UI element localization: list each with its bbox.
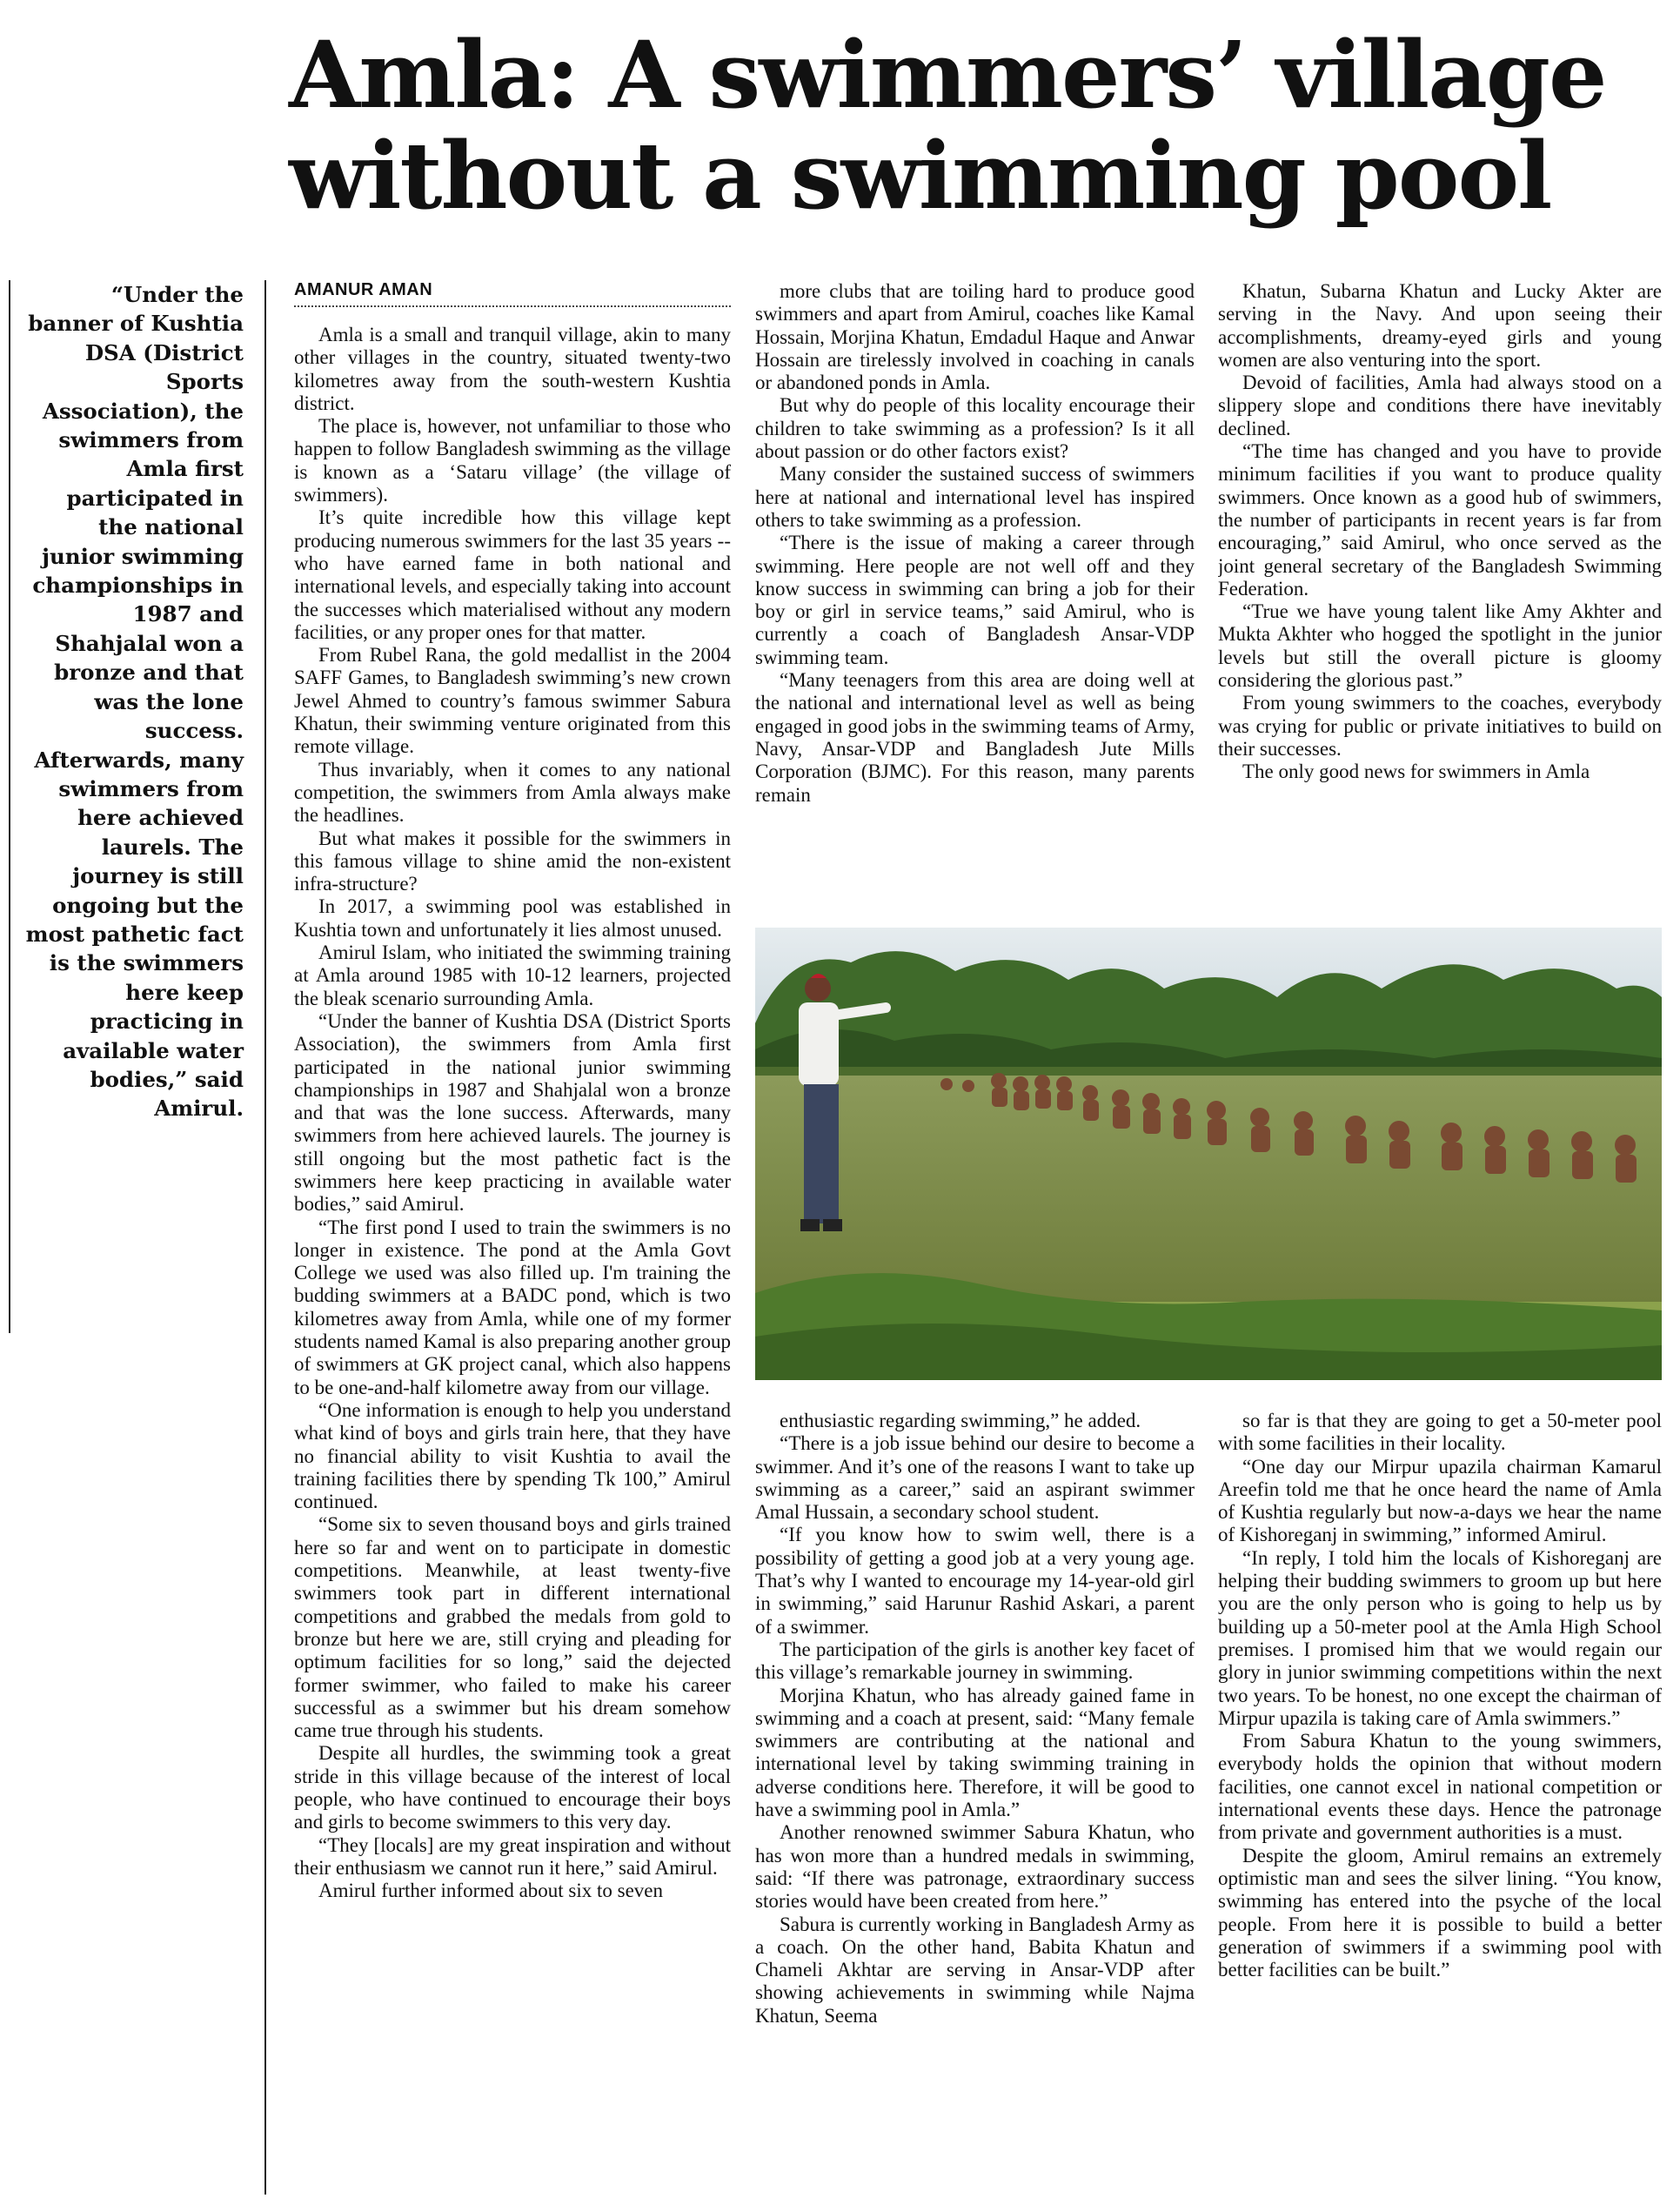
paragraph: more clubs that are toiling hard to produce good swimmers and apart from Amirul, coaches like Kamal Hossain, Morjina Khatun, Emdadul Haque and Anwar Hossain are tirelessly involved in coaching in canals or abandoned ponds in Amla. (755, 280, 1195, 394)
article-column-1 (294, 324, 731, 2203)
paragraph: Khatun, Subarna Khatun and Lucky Akter are serving in the Navy. And upon seeing their accomplishments, dreamy-eyed girls and young women are also venturing into the sport. (1218, 280, 1662, 371)
paragraph: “There is a job issue behind our desire to become a swimmer. And it’s one of the reasons I want to take up swimming as a career,” said an aspirant swimmer Amal Hussain, a secondary school student. (755, 1432, 1195, 1524)
paragraph: “Some six to seven thousand boys and girls trained here so far and went on to participate in domestic competitions. Meanwhile, at least twenty-five swimmers took part in different international competitions and grabbed the medals from gold to bronze but here we are, still crying and pleading for optimum facilities for so long,” said the dejected former swimmer, who failed to make his career successful as a swimmer but his dream somehow came true through his students. (294, 1513, 731, 1742)
paragraph: so far is that they are going to get a 50-meter pool with some facilities in their locality. (1218, 1410, 1662, 1455)
paragraph: Amirul further informed about six to seven (318, 1880, 664, 1902)
article-column-5 (1218, 1410, 1662, 2203)
paragraph: “The first pond I used to train the swimmers is no longer in existence. The pond at the Amla Govt College we used was also filled up. I'm training the budding swimmers at a BADC pond, which is two kilometres away from Amla, while one of my former students named Kamal is also preparing another group of swimmers at GK project canal, which also happens to be one-and-half kilometre away from our village. (294, 1216, 731, 1398)
paragraph: It’s quite incredible how this village kept producing numerous swimmers for the last 35 years -- who have earned fame in both national and international levels, and especially taking into account the successes which materialised without any modern facilities, or any proper ones for that matter. (294, 506, 731, 643)
pond-photo-illustration (755, 928, 1662, 1380)
paragraph: “If you know how to swim well, there is a possibility of getting a good job at a very young age. That’s why I wanted to encourage my 14-year-old girl in swimming,” said Harunur Rashid Askari, a parent of a swimmer. (755, 1524, 1195, 1638)
paragraph: “True we have young talent like Amy Akhter and Mukta Akhter who hogged the spotlight in the junior levels but still the overall picture is gloomy considering the glorious past.” (1218, 600, 1662, 692)
paragraph: Thus invariably, when it comes to any national competition, the swimmers from Amla always make the headlines. (294, 758, 731, 827)
article-column-2 (755, 280, 1195, 905)
paragraph: “One information is enough to help you understand what kind of boys and girls train here, that they have no financial ability to visit Kushtia to avail the training facilities there by spending Tk 100,” Amirul continued. (294, 1398, 731, 1513)
paragraph: “There is the issue of making a career through swimming. Here people are not well off and they know success in swimming can bring a job for their boy or girl in service teams,” said Amirul, who is currently a coach of Bangladesh Ansar-VDP swimming team. (755, 532, 1195, 668)
pull-quote: “Under the banner of Kushtia DSA (District Sports Association), the swimmers from Amla first participated in the national junior swimming championships in 1987 and Shahjalal won a bronze and that was the lone success. Afterwards, many swimmers from here achieved laurels. The journey is still ongoing but the most pathetic fact is the swimmers here keep practicing in available water bodies,” said Amirul. (25, 282, 244, 1122)
article-photo (755, 928, 1662, 1380)
article-column-4 (755, 1410, 1195, 2203)
paragraph: Many consider the sustained success of swimmers here at national and international level has inspired others to take swimming as a profession. (755, 463, 1195, 531)
paragraph: Another renowned swimmer Sabura Khatun, who has won more than a hundred medals in swimming, said: “If there was patronage, extraordinary success stories would have been created from here.” (755, 1821, 1195, 1913)
headline: Amla: A swimmers’ village without a swimming pool (289, 20, 1606, 230)
paragraph: “Under the banner of Kushtia DSA (District Sports Association), the swimmers from Amla first participated in the national junior swimming championships in 1987 and Shahjalal won a bronze and that was the lone success. Afterwards, many swimmers from here achieved laurels. The journey is still ongoing but the most pathetic fact is the swimmers here keep practicing in available water bodies,” said Amirul. (294, 1009, 731, 1216)
paragraph: Morjina Khatun, who has already gained fame in swimming and a coach at present, said: “Many female swimmers are contributing at the national and international level by taking swimming training in adverse conditions here. Therefore, it will be good to have a swimming pool in Amla.” (755, 1684, 1195, 1821)
paragraph: Amla is a small and tranquil village, akin to many other villages in the country, situated twenty-two kilometres away from the south-western Kushtia district. (294, 324, 731, 414)
paragraph: But what makes it possible for the swimmers in this famous village to shine amid the non-existent infra-structure? (294, 827, 731, 895)
paragraph: Amirul Islam, who initiated the swimming training at Amla around 1985 with 10-12 learners, projected the bleak scenario surrounding Amla. (294, 942, 731, 1009)
paragraph: “One day our Mirpur upazila chairman Kamarul Areefin told me that he once heard the name of Amla of Kushtia regularly but now-a-days we hear the name of Kishoreganj in swimming,” informed Amirul. (1218, 1455, 1662, 1546)
paragraph: From Sabura Khatun to the young swimmers, everybody holds the opinion that without modern facilities, one cannot excel in national competition or international events these days. Hence the patronage from private and government authorities is a must. (1218, 1730, 1662, 1844)
paragraph: The only good news for swimmers in Amla (1242, 761, 1590, 783)
paragraph: In 2017, a swimming pool was established in Kushtia town and unfortunately it lies almost unused. (294, 895, 731, 941)
paragraph: Despite all hurdles, the swimming took a great stride in this village because of the interest of local people, who have continued to encourage their boys and girls to become swimmers to this very day. (294, 1742, 731, 1833)
paragraph: “Many teenagers from this area are doing well at the national and international level as well as being engaged in good jobs in the swimming teams of Army, Navy, Ansar-VDP and Bangladesh Jute Mills Corporation (BJMC). For this reason, many parents remain (755, 669, 1195, 806)
paragraph: But why do people of this locality encourage their children to take swimming as a profession? Is it all about passion or do other factors exist? (755, 394, 1195, 463)
paragraph: From young swimmers to the coaches, everybody was crying for public or private initiatives to build on their successes. (1218, 692, 1662, 760)
paragraph: Devoid of facilities, Amla had always stood on a slippery slope and conditions there have inevitably declined. (1218, 372, 1662, 439)
left-rule (9, 280, 10, 1333)
paragraph: “The time has changed and you have to provide minimum facilities if you want to produce quality swimmers. Once known as a good hub of swimmers, the number of participants in recent years is far from encouraging,” said Amirul, who once served as the joint general secretary of the Bangladesh Swimming Federation. (1218, 440, 1662, 600)
paragraph: The place is, however, not unfamiliar to those who happen to follow Bangladesh swimming as the village is known as a ‘Sataru village’ (the village of swimmers). (294, 415, 731, 506)
column-divider (264, 280, 266, 2195)
paragraph: Despite the gloom, Amirul remains an extremely optimistic man and sees the silver lining. “You know, swimming has entered into the psyche of the local people. From here it is possible to build a better generation of swimmers if a swimming pool with better facilities can be built.” (1218, 1844, 1662, 1981)
byline: AMANUR AMAN (294, 280, 731, 307)
paragraph: From Rubel Rana, the gold medallist in the 2004 SAFF Games, to Bangladesh swimming’s new crown Jewel Ahmed to country’s famous swimmer Sabura Khatun, their swimming venture originated from this remote village. (294, 644, 731, 758)
paragraph: The participation of the girls is another key facet of this village’s remarkable journey in swimming. (755, 1638, 1195, 1684)
paragraph: enthusiastic regarding swimming,” he added. (780, 1410, 1141, 1431)
paragraph: “They [locals] are my great inspiration and without their enthusiasm we cannot run it here,” said Amirul. (294, 1833, 731, 1879)
paragraph: “In reply, I told him the locals of Kishoreganj are helping their budding swimmers to groom up but here you are the only person who is going to help us by building up a 50-meter pool at the Amla High School premises. I promised him that we would regain our glory in junior swimming competitions within the next two years. To be honest, no one except the chairman of Mirpur upazila is taking care of Amla swimmers.” (1218, 1546, 1662, 1729)
article-column-3 (1218, 280, 1662, 905)
paragraph: Sabura is currently working in Bangladesh Army as a coach. On the other hand, Babita Khatun and Chameli Akhtar are serving in Ansar-VDP after showing achievements in swimming while Najma Khatun, Seema (755, 1913, 1195, 2027)
